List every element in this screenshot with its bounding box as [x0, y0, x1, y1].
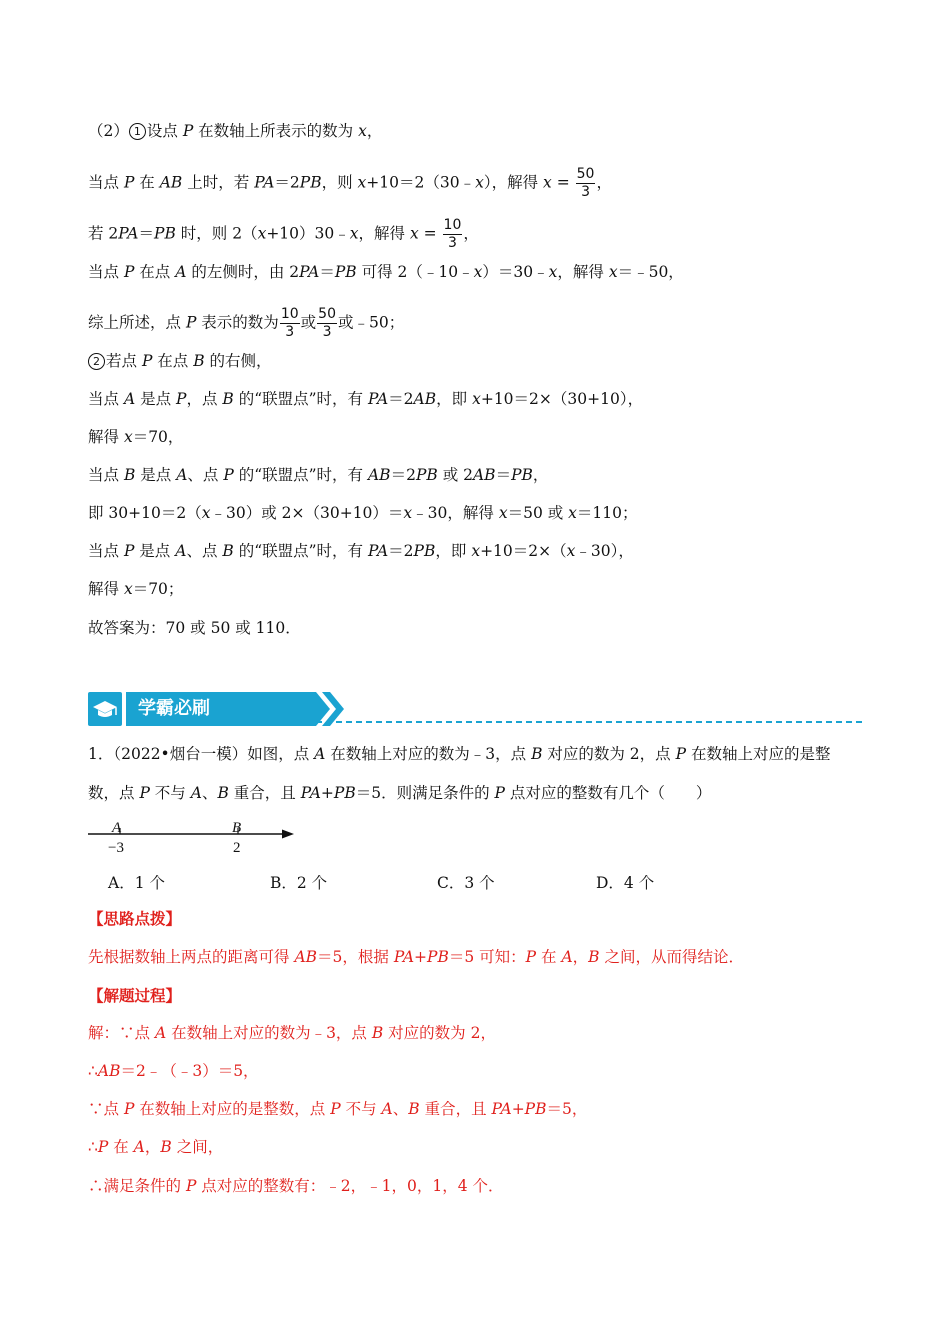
final-answer-line: 故答案为：70 或 50 或 110． — [88, 619, 301, 637]
fraction-10-3: $\frac{10}{3}$ — [443, 217, 462, 251]
question-line-2: 数，点 P 不与 A、B 重合，且 PA+PB＝5．则满足条件的 P 点对应的整数有几个（ ） — [88, 784, 712, 802]
solution-line-12: 解得 x＝70； — [88, 580, 184, 598]
option-c: C．3 个 — [437, 874, 495, 892]
process-line-3: ∵点 P 在数轴上对应的是整数，点 P 不与 A、B 重合，且 PA+PB＝5， — [88, 1100, 588, 1118]
solution-line-1: （2） 1 设点 P 在数轴上所表示的数为 x， — [88, 122, 383, 140]
number-line-label-b: B — [232, 820, 242, 836]
section-divider — [256, 721, 862, 723]
solution-line-6: 2 若点 P 在点 B 的右侧， — [88, 350, 890, 372]
solution-line-11: 当点 P 是点 A、点 B 的“联盟点”时，有 PA＝2PB，即 x+10＝2×（x﹣30）， — [88, 542, 634, 560]
option-b: B．2 个 — [270, 874, 328, 892]
solution-line-4: 当点 P 在点 A 的左侧时，由 2PA＝PB 可得 2（﹣10﹣x）＝30﹣x，解得 x＝﹣50， — [88, 263, 684, 281]
number-line-value-b: 2 — [233, 840, 241, 856]
solution-line-3: 若 2PA＝PB 时，则 2（x+10）30﹣x，解得 x = $\frac{10}{3}$ ， — [88, 217, 479, 251]
process-line-5: ∴满足条件的 P 点对应的整数有：﹣2，﹣1，0，1，4 个． — [88, 1177, 504, 1195]
hint-line: 先根据数轴上两点的距离可得 AB＝5，根据 PA+PB＝5 可知：P 在 A，B 之间，从而得结论． — [88, 948, 744, 966]
question-line-1: 1．（2022•烟台一模）如图，点 A 在数轴上对应的数为﹣3，点 B 对应的数为 2，点 P 在数轴上对应的是整 — [88, 745, 831, 763]
solution-line-8: 解得 x＝70， — [88, 428, 184, 446]
option-a: A．1 个 — [108, 874, 165, 892]
process-line-4: ∴P 在 A，B 之间， — [88, 1138, 224, 1156]
solution-line-10: 即 30+10＝2（x﹣30）或 2×（30+10）＝x﹣30，解得 x＝50 或 x＝110； — [88, 504, 638, 522]
process-heading: 【解题过程】 — [88, 986, 182, 1005]
solution-line-9: 当点 B 是点 A、点 P 的“联盟点”时，有 AB＝2PB 或 2AB＝PB， — [88, 466, 549, 484]
number-line-value-a: −3 — [108, 840, 124, 856]
process-line-2: ∴AB＝2﹣（﹣3）＝5， — [88, 1062, 259, 1080]
fraction-50-3: $\frac{50}{3}$ — [318, 306, 336, 340]
number-line-figure — [86, 816, 301, 860]
circled-two-icon: 2 — [88, 353, 105, 370]
option-d: D．4 个 — [596, 874, 655, 892]
solution-line-2: 当点 P 在 AB 上时，若 PA＝2PB，则 x+10＝2（30﹣x），解得 x = $\frac{50}{3}$ ， — [88, 166, 612, 200]
hint-heading: 【思路点拨】 — [88, 909, 182, 928]
fraction-10-3: $\frac{10}{3}$ — [280, 306, 299, 340]
circled-one-icon: 1 — [129, 123, 146, 140]
process-line-1: 解：∵点 A 在数轴上对应的数为﹣3，点 B 对应的数为 2， — [88, 1024, 496, 1042]
solution-line-7: 当点 A 是点 P，点 B 的“联盟点”时，有 PA＝2AB，即 x+10＝2×（30+10）， — [88, 390, 644, 408]
solution-line-5: 综上所述，点 P 表示的数为 $\frac{10}{3}$ 或 $\frac{50}{3}$ 或﹣50； — [88, 306, 405, 340]
section-title: 学霸必刷 — [126, 692, 264, 726]
graduation-cap-icon — [88, 692, 122, 726]
fraction-50-3: $\frac{50}{3}$ — [576, 166, 595, 200]
number-line-label-a: A — [112, 820, 122, 836]
